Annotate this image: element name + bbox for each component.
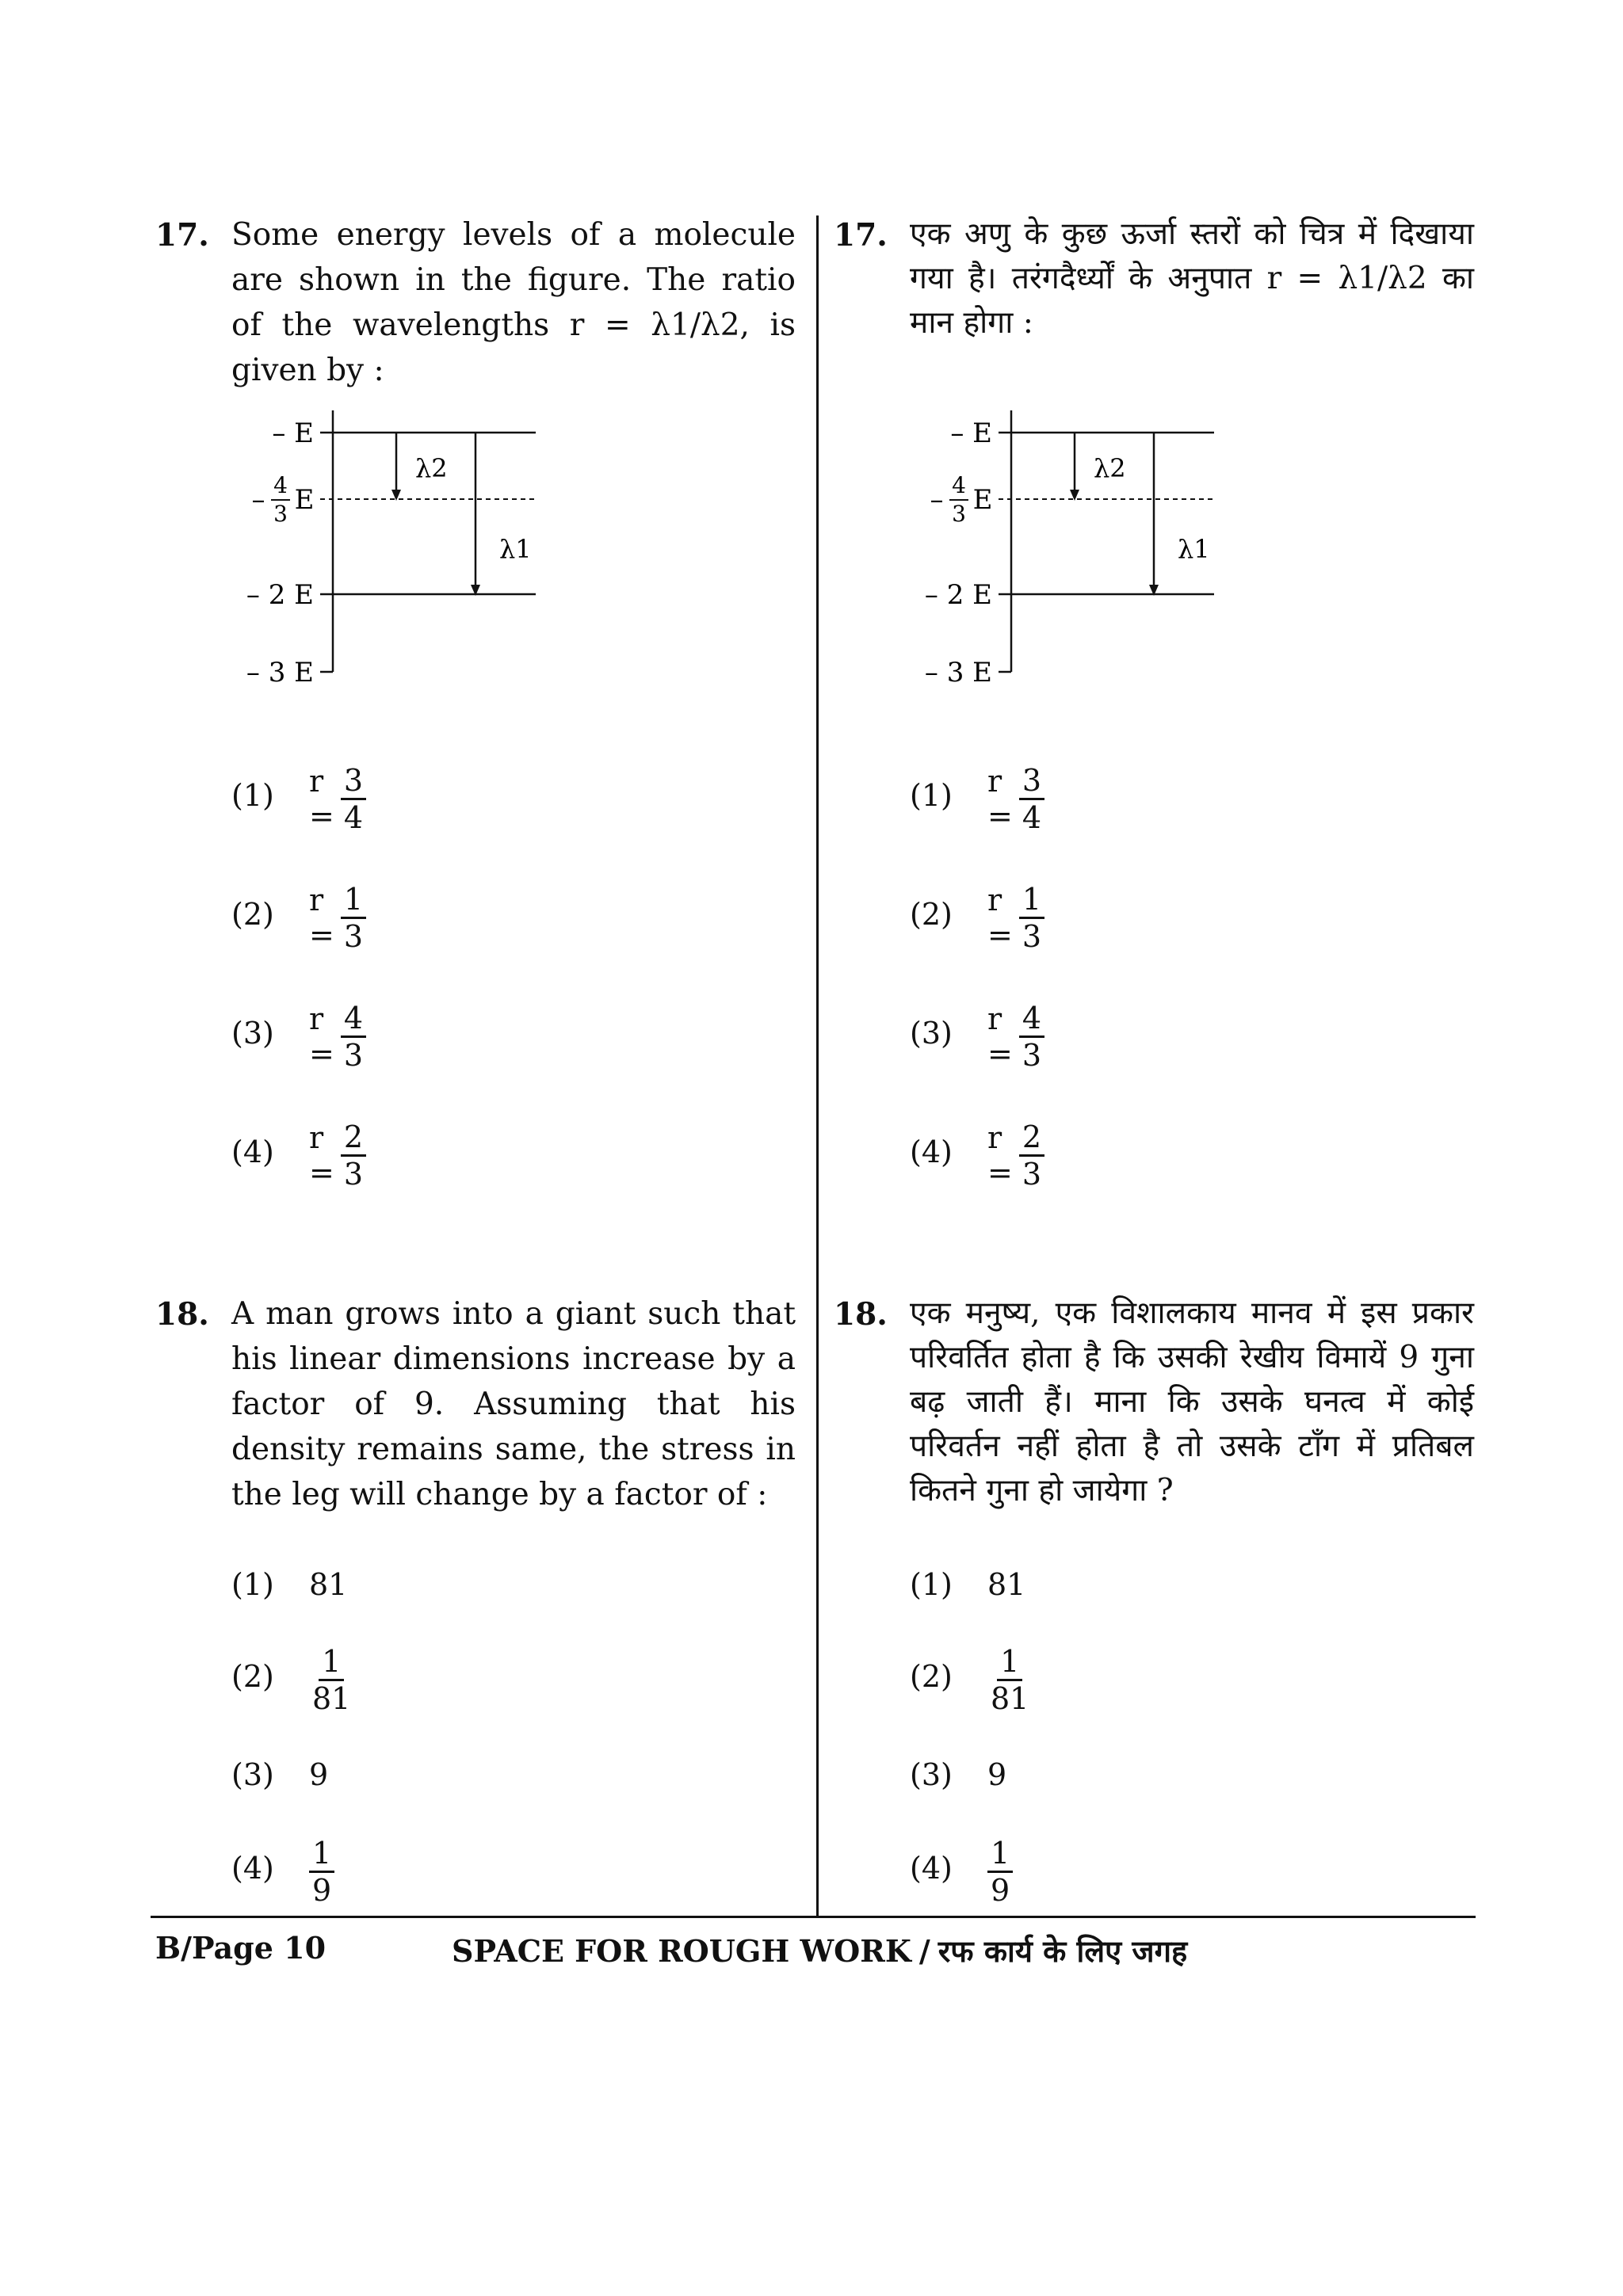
- frac-num: 4: [952, 472, 966, 498]
- page-number: B/Page 10: [155, 1930, 327, 1966]
- numerator: 3: [341, 763, 366, 800]
- numerator: 1: [309, 1836, 334, 1873]
- option-value: 81: [987, 1567, 1026, 1602]
- denominator: 3: [1022, 1037, 1042, 1073]
- rough-work-hi: रफ कार्य के लिए जगह: [938, 1933, 1188, 1969]
- numerator: 1: [987, 1836, 1013, 1873]
- option-fraction: [341, 1119, 366, 1192]
- option-prefix: r =: [309, 1120, 334, 1190]
- option-label: (2): [231, 1659, 274, 1694]
- denominator: 3: [1022, 918, 1042, 954]
- numerator: 2: [1019, 1119, 1044, 1157]
- numerator: 1: [1019, 882, 1044, 919]
- label-minus-3e: – 3 E: [924, 657, 992, 688]
- option-prefix: r =: [987, 883, 1013, 952]
- denominator: 3: [343, 918, 364, 954]
- frac-den: 3: [952, 501, 966, 527]
- label-minus-e: – E: [272, 418, 314, 449]
- frac-suffix: E: [294, 484, 315, 516]
- footer-separator: /: [918, 1933, 930, 1969]
- denominator: 81: [312, 1680, 351, 1716]
- lambda1-label: λ1: [499, 534, 532, 564]
- frac-num: 4: [273, 472, 288, 498]
- denominator: 4: [1022, 799, 1042, 835]
- option-fraction: [1019, 1001, 1044, 1073]
- denominator: 81: [991, 1680, 1029, 1716]
- question-text: Some energy levels of a molecule are shown in the figure. The ratio of the wavelengths r = λ1/λ2, is given by :: [231, 217, 796, 388]
- question-text: A man grows into a giant such that his linear dimensions increase by a factor of 9. Assuming that his density remains same, the stress in the leg will change by a factor of :: [231, 1296, 796, 1512]
- label-minus-3e: – 3 E: [246, 657, 314, 688]
- question-number: 18.: [155, 1296, 209, 1333]
- column-divider: [816, 215, 819, 1917]
- option-label: (1): [231, 778, 274, 813]
- option-fraction: [987, 1836, 1013, 1908]
- footer-rule: [151, 1916, 1476, 1918]
- label-minus-e: – E: [950, 418, 992, 449]
- numerator: 3: [1019, 763, 1044, 800]
- denominator: 9: [312, 1872, 332, 1908]
- option-fraction: [341, 1001, 366, 1073]
- question-number: 18.: [834, 1296, 888, 1333]
- option-label: (3): [231, 1757, 274, 1792]
- numerator: 2: [341, 1119, 366, 1157]
- option-prefix: r =: [987, 1001, 1013, 1071]
- numerator: 4: [341, 1001, 366, 1038]
- option-prefix: r =: [309, 764, 334, 833]
- question-text: एक अणु के कुछ ऊर्जा स्तरों को चित्र में दिखाया गया है। तरंगदैर्ध्यों के अनुपात r = λ1/λ2 का मान होगा :: [910, 216, 1474, 341]
- option-fraction: [1019, 882, 1044, 954]
- label-minus-sign: –: [251, 484, 265, 516]
- frac-suffix: E: [972, 484, 993, 516]
- option-label: (4): [910, 1851, 953, 1886]
- option-value: 9: [309, 1757, 329, 1792]
- energy-level-diagram: [231, 402, 675, 704]
- denominator: 3: [343, 1156, 364, 1192]
- option-label: (2): [910, 897, 953, 932]
- numerator: 1: [319, 1644, 344, 1681]
- option-fraction: [341, 882, 366, 954]
- option-fraction: [309, 1836, 334, 1908]
- option-label: (3): [910, 1757, 953, 1792]
- option-label: (4): [231, 1135, 274, 1169]
- option-fraction: [1019, 1119, 1044, 1192]
- denominator: 9: [991, 1872, 1010, 1908]
- option-label: (4): [910, 1135, 953, 1169]
- option-label: (2): [231, 897, 274, 932]
- rough-work-en: SPACE FOR ROUGH WORK: [452, 1933, 911, 1969]
- option-prefix: r =: [987, 764, 1013, 833]
- option-prefix: r =: [987, 1120, 1013, 1190]
- energy-level-diagram: [910, 402, 1354, 704]
- option-fraction: [987, 1644, 1032, 1716]
- lambda2-label: λ2: [1094, 453, 1126, 483]
- question-text: एक मनुष्य, एक विशालकाय मानव में इस प्रकार परिवर्तित होता है कि उसकी रेखीय विमायें 9 गुना बढ़ जाती हैं। माना कि उसके घनत्व में कोई परिवर्तन नहीं होता है तो उसके टाँग में प्रतिबल कितने गुना हो जायेगा ?: [910, 1295, 1474, 1508]
- option-value: 9: [987, 1757, 1007, 1792]
- option-label: (1): [910, 778, 953, 813]
- denominator: 3: [343, 1037, 364, 1073]
- rough-work-label: [452, 1930, 1187, 1971]
- denominator: 3: [1022, 1156, 1042, 1192]
- option-label: (1): [910, 1567, 953, 1602]
- label-minus-2e: – 2 E: [246, 579, 314, 611]
- option-fraction: [1019, 763, 1044, 835]
- label-minus-sign: –: [930, 484, 944, 516]
- numerator: 4: [1019, 1001, 1044, 1038]
- denominator: 4: [343, 799, 364, 835]
- option-value: 81: [309, 1567, 348, 1602]
- label-minus-2e: – 2 E: [924, 579, 992, 611]
- option-label: (2): [910, 1659, 953, 1694]
- option-prefix: r =: [309, 1001, 334, 1071]
- numerator: 1: [997, 1644, 1022, 1681]
- option-label: (3): [231, 1016, 274, 1051]
- frac-den: 3: [273, 501, 288, 527]
- question-number: 17.: [155, 217, 209, 254]
- option-label: (3): [910, 1016, 953, 1051]
- option-label: (4): [231, 1851, 274, 1886]
- lambda2-label: λ2: [415, 453, 448, 483]
- numerator: 1: [341, 882, 366, 919]
- lambda1-label: λ1: [1178, 534, 1210, 564]
- option-fraction: [341, 763, 366, 835]
- option-prefix: r =: [309, 883, 334, 952]
- question-number: 17.: [834, 217, 888, 254]
- option-fraction: [309, 1644, 353, 1716]
- option-label: (1): [231, 1567, 274, 1602]
